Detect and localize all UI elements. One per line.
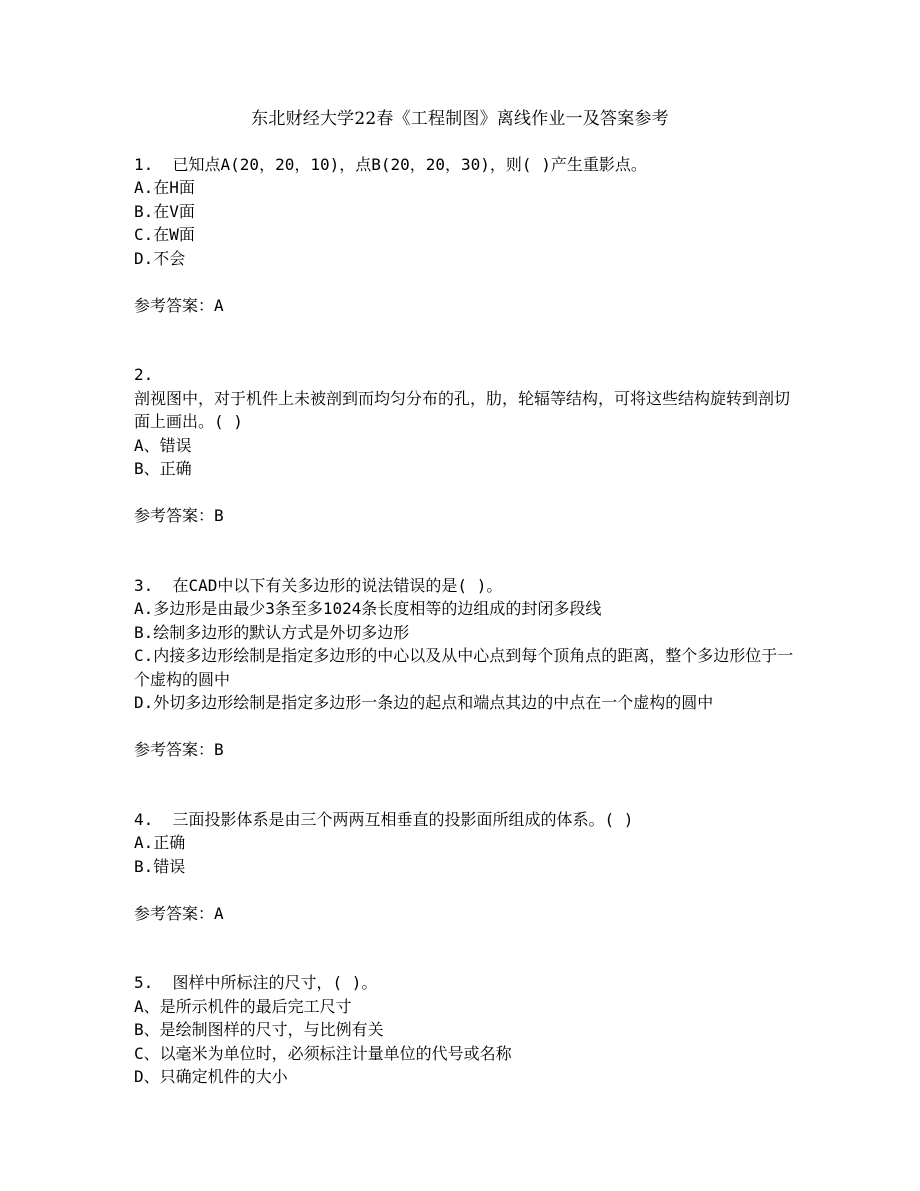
- question-number: 5.: [134, 973, 154, 993]
- question-5-stem: [134, 971, 794, 994]
- answer-value: B: [214, 506, 224, 526]
- option-d: D.外切多边形绘制是指定多边形一条边的起点和端点其边的中点在一个虚构的圆中: [134, 692, 714, 712]
- option-d: D.不会: [134, 248, 186, 268]
- option-a: A、是所示机件的最后完工尺寸: [134, 996, 352, 1016]
- question-text: 剖视图中，对于机件上未被剖到而均匀分布的孔，肋，轮辐等结构，可将这些结构旋转到剖切面上画出。( ): [134, 388, 791, 432]
- question-number: 3.: [134, 575, 154, 595]
- option-b: B.错误: [134, 856, 186, 876]
- question-5: [134, 971, 794, 1088]
- option-b: B.在V面: [134, 201, 195, 221]
- answer-line: [134, 504, 794, 527]
- option-a: A.多边形是由最少3条至多1024条长度相等的边组成的封闭多段线: [134, 599, 602, 619]
- question-2: [134, 363, 794, 573]
- question-1: [134, 153, 794, 363]
- option-d: D、只确定机件的大小: [134, 1066, 288, 1086]
- answer-line: [134, 294, 794, 317]
- question-text: 三面投影体系是由三个两两互相垂直的投影面所组成的体系。( ): [172, 809, 634, 829]
- question-3: [134, 574, 794, 808]
- option-b: B、是绘制图样的尺寸，与比例有关: [134, 1020, 384, 1040]
- question-number: 4.: [134, 809, 154, 829]
- question-text: 已知点A(20，20，10)，点B(20，20，30)，则( )产生重影点。: [172, 155, 647, 174]
- answer-value: A: [214, 296, 224, 316]
- question-4-stem: [134, 808, 794, 831]
- question-number: 2.: [134, 365, 154, 385]
- answer-line: [134, 902, 794, 925]
- question-4: [134, 808, 794, 972]
- option-a: A、错误: [134, 435, 192, 455]
- answer-label: 参考答案：: [134, 740, 215, 760]
- option-c: C、以毫米为单位时，必须标注计量单位的代号或名称: [134, 1043, 512, 1063]
- option-c: C.在W面: [134, 225, 195, 245]
- question-list: [134, 153, 794, 1088]
- question-text: 在CAD中以下有关多边形的说法错误的是( )。: [172, 575, 503, 595]
- question-1-stem: [134, 153, 794, 176]
- answer-line: [134, 738, 794, 761]
- document-title: 东北财经大学22春《工程制图》离线作业一及答案参考: [251, 109, 669, 129]
- option-a: A.正确: [134, 833, 186, 853]
- question-text: 图样中所标注的尺寸，( )。: [172, 973, 378, 993]
- question-3-stem: [134, 574, 794, 597]
- answer-label: 参考答案：: [134, 506, 215, 526]
- option-a: A.在H面: [134, 178, 195, 198]
- option-b: B.绘制多边形的默认方式是外切多边形: [134, 622, 410, 642]
- option-b: B、正确: [134, 459, 192, 479]
- answer-value: A: [214, 903, 224, 923]
- option-c: C.内接多边形绘制是指定多边形的中心以及从中心点到每个顶角点的距离，整个多边形位于一个虚构的圆中: [134, 646, 794, 689]
- answer-label: 参考答案：: [134, 296, 215, 316]
- answer-value: B: [214, 740, 224, 760]
- answer-label: 参考答案：: [134, 903, 215, 923]
- question-number: 1.: [134, 155, 154, 174]
